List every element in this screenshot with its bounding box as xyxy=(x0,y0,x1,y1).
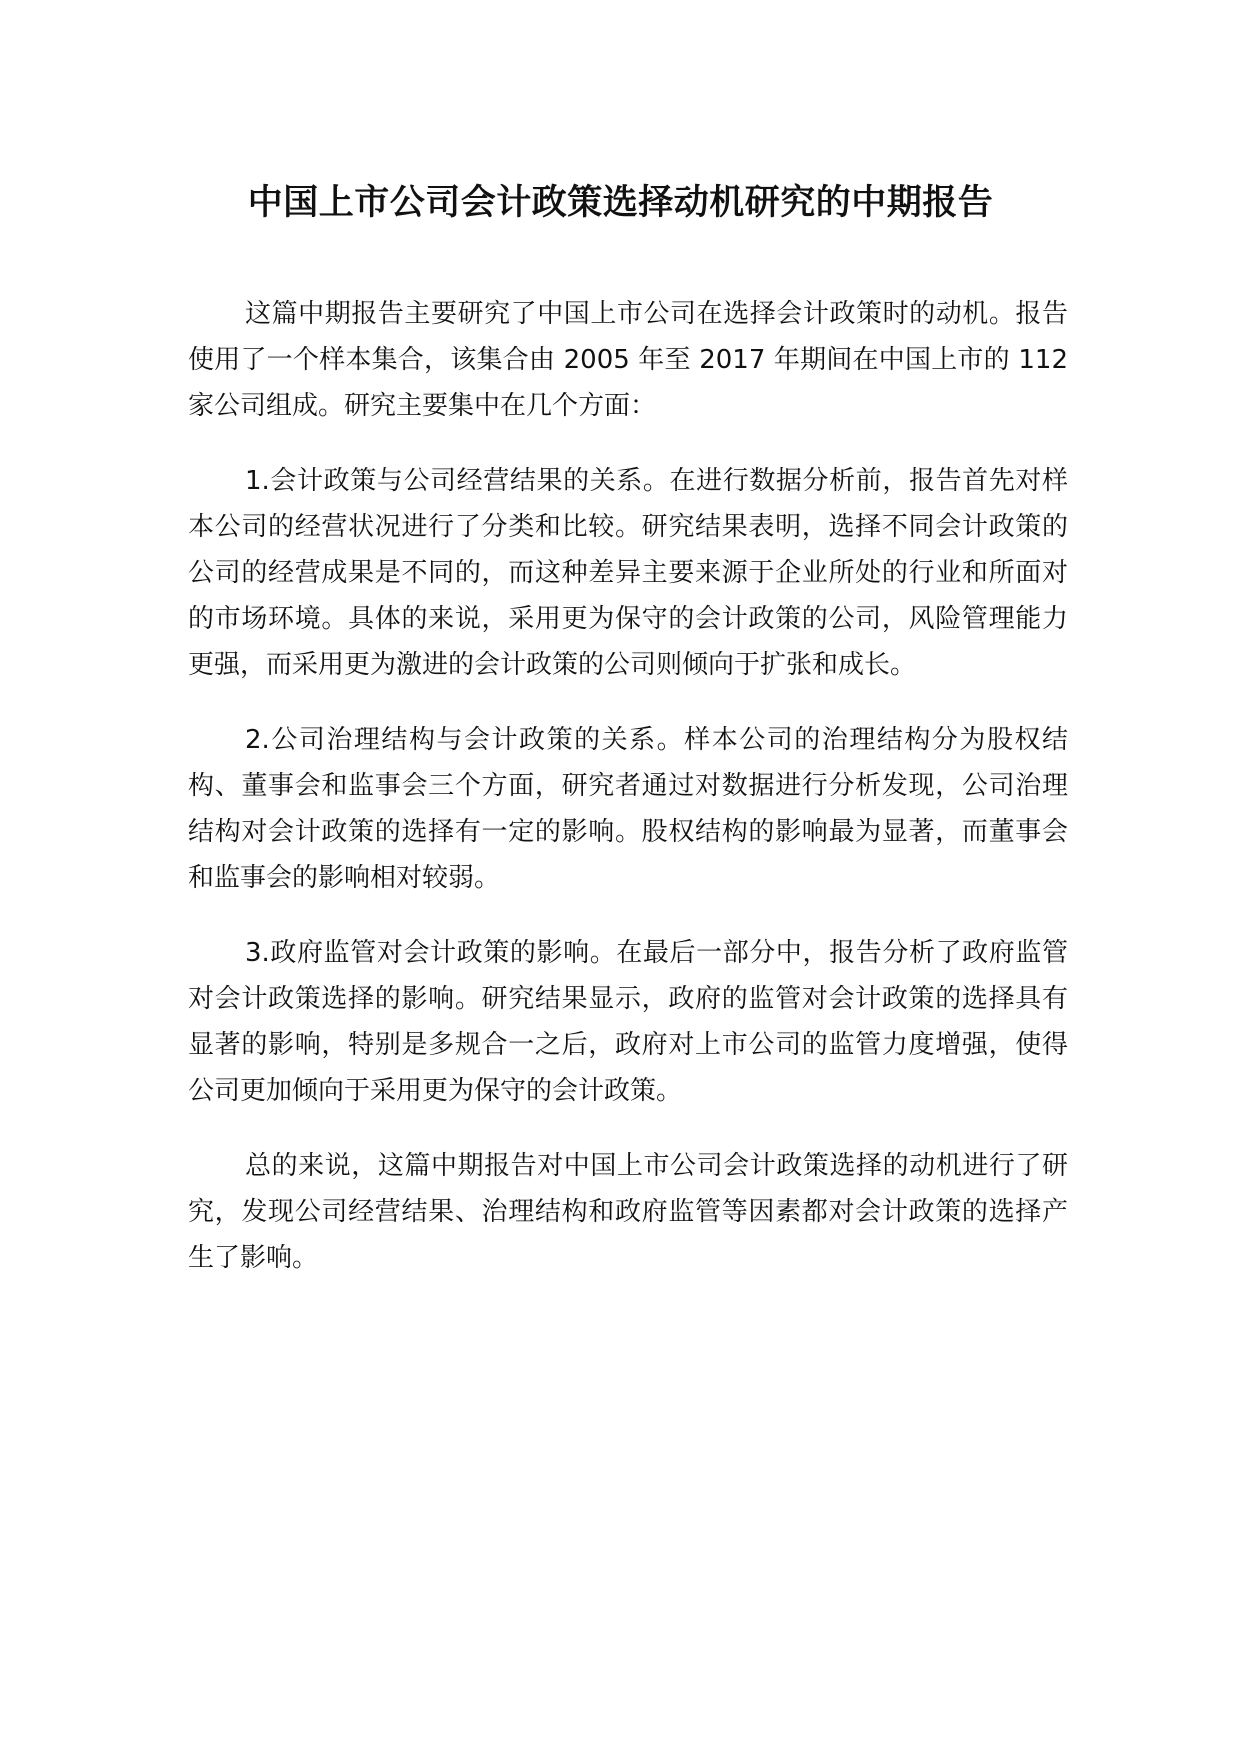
paragraph-intro: 这篇中期报告主要研究了中国上市公司在选择会计政策时的动机。报告使用了一个样本集合，该集合由 2005 年至 2017 年期间在中国上市的 112 家公司组成。研究主要集中在几个方面： xyxy=(188,299,1068,421)
paragraph-point-3: 3.政府监管对会计政策的影响。在最后一部分中，报告分析了政府监管对会计政策选择的影响。研究结果显示，政府的监管对会计政策的选择具有显著的影响，特别是多规合一之后，政府对上市公司的监管力度增强，使得公司更加倾向于采用更为保守的会计政策。 xyxy=(188,938,1068,1106)
document-body xyxy=(188,291,1068,1310)
paragraph-conclusion: 总的来说，这篇中期报告对中国上市公司会计政策选择的动机进行了研究，发现公司经营结果、治理结构和政府监管等因素都对会计政策的选择产生了影响。 xyxy=(188,1151,1068,1273)
document-title: 中国上市公司会计政策选择动机研究的中期报告 xyxy=(247,183,994,223)
paragraph-point-1: 1.会计政策与公司经营结果的关系。在进行数据分析前，报告首先对样本公司的经营状况进行了分类和比较。研究结果表明，选择不同会计政策的公司的经营成果是不同的，而这种差异主要来源于企业所处的行业和所面对的市场环境。具体的来说，采用更为保守的会计政策的公司，风险管理能力更强，而采用更为激进的会计政策的公司则倾向于扩张和成长。 xyxy=(188,466,1068,680)
paragraph-point-2: 2.公司治理结构与会计政策的关系。样本公司的治理结构分为股权结构、董事会和监事会三个方面，研究者通过对数据进行分析发现，公司治理结构对会计政策的选择有一定的影响。股权结构的影响最为显著，而董事会和监事会的影响相对较弱。 xyxy=(188,725,1068,893)
